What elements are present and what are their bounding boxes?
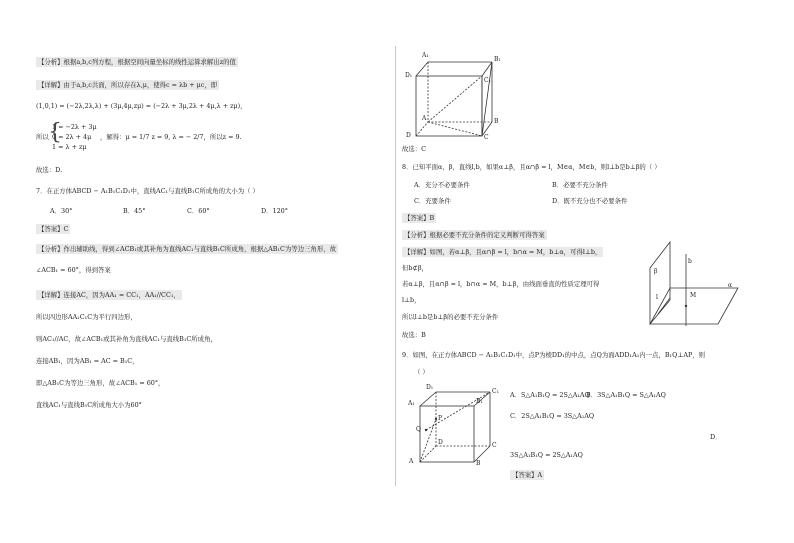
label-alpha: α <box>728 282 733 289</box>
detail-q7-line3: 则AC₁//AC，故∠ACB₁或其补角为直线AC₁与直线B₁C所成角， <box>36 335 217 343</box>
analysis-q7: 【分析】作出辅助线，得到∠ACB₁或其补角为直线AC₁与直线B₁C所成角，根据△AB₁C为等边三角形，故 <box>38 245 337 253</box>
planes-figure <box>648 240 742 328</box>
label-B: B <box>494 118 499 125</box>
q9-option-a: A．S△A₁B₁Q = 2S△A₁AQ <box>510 391 590 399</box>
label2-C: C <box>492 442 497 449</box>
label2-B: B <box>476 460 481 467</box>
detail-q8-line3: 若α⊥β，且α∩β = l，b∩α = M，b⊥β，由线面垂直的性质定理可得 <box>402 280 600 288</box>
detail-q8-line2: 但b⊄β， <box>402 264 428 272</box>
equation-q6: (1,0,1) = (−2λ,2λ,λ) + (3μ,4μ,zμ) = (−2λ + 3μ,2λ + 4μ,λ + zμ)， <box>36 102 247 110</box>
system-eq-3: 1 = λ + zμ <box>52 143 87 151</box>
label2-A1: A₁ <box>408 400 415 407</box>
label2-A: A <box>409 458 414 465</box>
answer-q7-choice: 故选：C <box>402 145 427 153</box>
q8-option-d: D．既不充分也不必要条件 <box>552 197 628 205</box>
system-eq-2: 0 = 2λ + 4μ <box>52 133 92 141</box>
answer-q6: 故选：D. <box>36 166 63 174</box>
label-A: A <box>422 115 427 122</box>
label-M: M <box>690 292 697 299</box>
system-solve: ，解得：μ = 1/7 z = 9, λ = − 2/7，所以z = 9. <box>100 133 242 141</box>
q8-option-a: A．充分不必要条件 <box>414 181 470 189</box>
q7-option-a: A．30° <box>50 207 73 215</box>
detail-q7-line5: 即△AB₁C为等边三角形，故∠ACB₁ = 60°， <box>36 379 165 387</box>
label2-D1: D₁ <box>426 384 434 391</box>
detail-q7-line4: 连接AB₁，因为AB₁ = AC = B₁C， <box>36 357 139 365</box>
answer-q8-choice: 故选：B <box>402 331 426 339</box>
cube-figure-1 <box>402 52 502 140</box>
column-divider <box>395 46 396 486</box>
system-eq-1: 1 = −2λ + 3μ <box>52 123 97 131</box>
label-l: l <box>656 294 658 301</box>
label-beta: β <box>654 268 658 275</box>
label2-B1: B₁ <box>476 398 483 405</box>
label2-Q: Q <box>416 426 421 433</box>
label-B1: B₁ <box>494 56 501 63</box>
label-C: C <box>484 134 489 141</box>
analysis-q7-cont: ∠ACB₁ = 60°，得到答案 <box>36 266 111 274</box>
answer-q9: 【答案】A <box>512 471 543 479</box>
label-D: D <box>406 132 411 139</box>
q7-option-b: B．45° <box>123 207 146 215</box>
detail-q7-line2: 所以四边形AA₁C₁C为平行四边形， <box>36 313 137 321</box>
question-7: 7．在正方体ABCD − A₁B₁C₁D₁中，直线AC₁与直线B₁C所成角的大小为（ ） <box>36 187 259 195</box>
detail-q8: 【详解】如图，若α⊥β，且α∩β = l，b∩α = M，b⊥α，可得l⊥b， <box>404 248 602 256</box>
question-9-paren: （ ） <box>414 368 429 376</box>
q9-option-c: C．2S△A₁B₁Q = 3S△A₁AQ <box>510 412 595 420</box>
detail-q6: 【详解】由于a,b,c共面，所以存在λ,μ，使得c = λb + μc，即 <box>38 81 218 89</box>
answer-q7: 【答案】C <box>38 225 69 233</box>
analysis-q6: 【分析】根据a,b,c列方程，根据空间向量坐标的线性运算求解出z的值 <box>38 58 236 66</box>
q9-option-d-expr: 3S△A₁B₁Q = 2S△A₁AQ <box>510 451 583 459</box>
label-D1: D₁ <box>405 72 413 79</box>
q9-option-d: D． <box>710 433 722 441</box>
q7-option-c: C．60° <box>187 207 210 215</box>
detail-q7: 【详解】连接AC，因为AA₁ = CC₁，AA₁//CC₁， <box>38 291 180 299</box>
q7-option-d: D．120° <box>261 207 288 215</box>
question-9: 9．如图，在正方体ABCD − A₁B₁C₁D₁中，点P为棱DD₁的中点，点Q为面ADD₁A₁内一点，B₁Q⊥AP，则 <box>402 351 706 359</box>
analysis-q8: 【分析】根据必要不充分条件的定义判断可得答案 <box>404 231 545 239</box>
q8-option-c: C．充要条件 <box>414 197 451 205</box>
system-brace: { <box>48 120 62 145</box>
detail-q8-line5: 所以l⊥b是b⊥β的必要不充分条件 <box>402 313 499 321</box>
label-b: b <box>688 258 692 265</box>
q9-option-b: B．3S△A₁B₁Q = S△A₁AQ <box>586 391 666 399</box>
system-label: 所以 <box>36 133 49 141</box>
detail-q8-line4: l⊥b， <box>402 296 421 304</box>
answer-q8: 【答案】B <box>404 214 435 222</box>
q8-option-b: B．必要不充分条件 <box>552 181 608 189</box>
label2-D: D <box>438 439 443 446</box>
label-A1: A₁ <box>422 52 429 59</box>
label2-C1: C₁ <box>492 388 499 395</box>
cube-figure-2 <box>406 384 502 468</box>
question-8: 8．已知平面α，β，直线l,b，如果α⊥β，且α∩β = l，M∈α，M∈b，则l⊥b是b⊥β的（ ） <box>402 163 661 171</box>
label-C1: C₁ <box>484 77 491 84</box>
label2-P: P <box>438 415 443 422</box>
detail-q7-line6: 直线AC₁与直线B₁C所成角大小为60° <box>36 401 142 409</box>
